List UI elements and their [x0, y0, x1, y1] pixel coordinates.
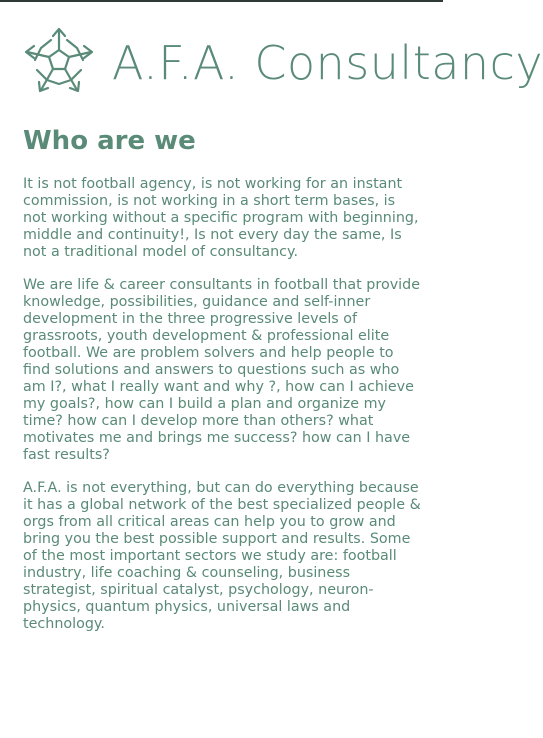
about-content [23, 176, 423, 640]
paragraph-services: We are life & career consultants in football that provide knowledge, possibilities, guidance and self-inner development in the three progressive levels of grassroots, youth development & professional elite football. We are problem solvers and help people to find solutions and answers to questions such as who am I?, what I really want and why ?, how can I achieve my goals?, how can I build a plan and organize my time? how can I develop more than others? what motivates me and brings me success? how can I have fast results? [23, 277, 420, 463]
paragraph-network: A.F.A. is not everything, but can do everything because it has a global network of the best specialized people & orgs from all critical areas can help you to grow and bring you the best possible support and results. Some of the most important sectors we study are: football industry, life coaching & counseling, business strategist, spiritual catalyst, psychology, neuron-physics, quantum physics, universal laws and technology. [23, 480, 421, 632]
site-header [0, 22, 543, 102]
compass-star-logo-icon[interactable] [23, 26, 95, 96]
top-border [0, 0, 443, 2]
page-title: Who are we [23, 126, 196, 156]
paragraph-intro: It is not football agency, is not working for an instant commission, is not working in a short term bases, is not working without a specific program with beginning, middle and continuity!, Is not every day the same, Is not a traditional model of consultancy. [23, 176, 419, 260]
brand-name[interactable]: A.F.A. Consultancy [112, 36, 543, 90]
